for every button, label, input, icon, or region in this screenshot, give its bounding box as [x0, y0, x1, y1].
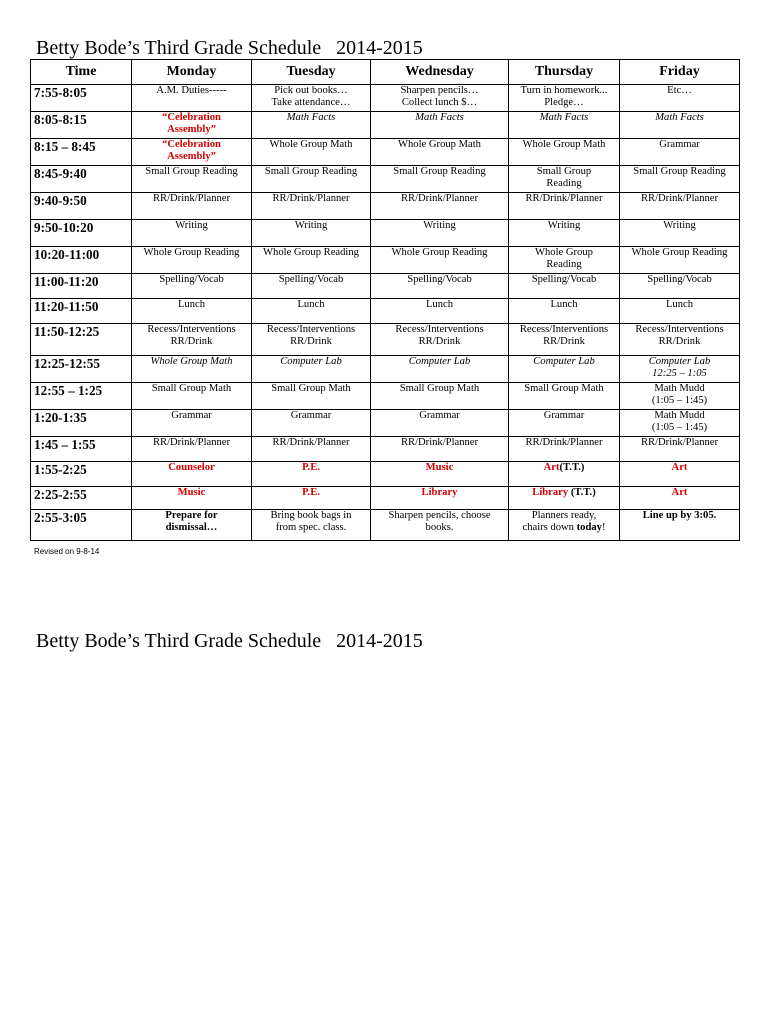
schedule-cell-monday: A.M. Duties----- — [132, 85, 252, 112]
time-cell: 9:40-9:50 — [31, 193, 132, 220]
schedule-cell-friday: Etc… — [620, 85, 740, 112]
table-row — [31, 247, 740, 274]
schedule-cell-thursday: Math Facts — [509, 112, 620, 139]
schedule-cell-wednesday: RR/Drink/Planner — [371, 193, 509, 220]
schedule-cell-thursday — [509, 462, 620, 487]
time-cell: 1:45 – 1:55 — [31, 437, 132, 462]
table-row — [31, 356, 740, 383]
cell-text: Library — [532, 487, 569, 498]
cell-suffix: (T.T.) — [559, 462, 585, 473]
schedule-cell-wednesday: Whole Group Math — [371, 139, 509, 166]
schedule-cell-monday: Grammar — [132, 410, 252, 437]
schedule-cell-tuesday: Spelling/Vocab — [252, 274, 371, 299]
schedule-cell-tuesday: Pick out books… Take attendance… — [252, 85, 371, 112]
schedule-cell-wednesday: Music — [371, 462, 509, 487]
schedule-cell-wednesday: RR/Drink/Planner — [371, 437, 509, 462]
schedule-cell-thursday: Grammar — [509, 410, 620, 437]
time-cell: 9:50-10:20 — [31, 220, 132, 247]
schedule-cell-thursday: RR/Drink/Planner — [509, 437, 620, 462]
header-row — [31, 60, 740, 85]
cell-text: Art — [543, 462, 560, 473]
time-cell: 12:25-12:55 — [31, 356, 132, 383]
schedule-cell-friday: Writing — [620, 220, 740, 247]
schedule-cell-friday: Math Mudd (1:05 – 1:45) — [620, 383, 740, 410]
schedule-cell-thursday — [509, 487, 620, 510]
time-cell: 11:00-11:20 — [31, 274, 132, 299]
schedule-cell-thursday: Writing — [509, 220, 620, 247]
schedule-cell-wednesday: Sharpen pencils… Collect lunch $… — [371, 85, 509, 112]
schedule-cell-thursday: Spelling/Vocab — [509, 274, 620, 299]
time-cell: 11:50-12:25 — [31, 324, 132, 356]
schedule-cell-friday: Whole Group Reading — [620, 247, 740, 274]
cell-suffix: (T.T.) — [568, 487, 596, 498]
schedule-cell-wednesday: Computer Lab — [371, 356, 509, 383]
schedule-cell-thursday: Turn in homework... Pledge… — [509, 85, 620, 112]
schedule-cell-monday: Music — [132, 487, 252, 510]
table-row — [31, 166, 740, 193]
schedule-cell-tuesday: Bring book bags in from spec. class. — [252, 510, 371, 541]
table-row — [31, 299, 740, 324]
schedule-cell-monday: Small Group Math — [132, 383, 252, 410]
schedule-cell-monday: Prepare for dismissal… — [132, 510, 252, 541]
schedule-cell-wednesday: Spelling/Vocab — [371, 274, 509, 299]
table-row — [31, 437, 740, 462]
schedule-cell-friday: Math Facts — [620, 112, 740, 139]
schedule-cell-tuesday: Small Group Math — [252, 383, 371, 410]
table-row — [31, 462, 740, 487]
schedule-cell-thursday: RR/Drink/Planner — [509, 193, 620, 220]
schedule-cell-wednesday: Math Facts — [371, 112, 509, 139]
time-cell: 8:45-9:40 — [31, 166, 132, 193]
table-row — [31, 274, 740, 299]
time-cell: 10:20-11:00 — [31, 247, 132, 274]
schedule-cell-tuesday: RR/Drink/Planner — [252, 437, 371, 462]
time-cell: 11:20-11:50 — [31, 299, 132, 324]
schedule-cell-monday: Whole Group Math — [132, 356, 252, 383]
schedule-cell-monday: “Celebration Assembly” — [132, 112, 252, 139]
schedule-cell-tuesday: RR/Drink/Planner — [252, 193, 371, 220]
schedule-cell-thursday: Computer Lab — [509, 356, 620, 383]
cell-emphasis: today — [576, 521, 602, 533]
time-cell: 2:55-3:05 — [31, 510, 132, 541]
schedule-cell-monday: RR/Drink/Planner — [132, 437, 252, 462]
time-cell: 8:15 – 8:45 — [31, 139, 132, 166]
schedule-cell-friday: Lunch — [620, 299, 740, 324]
schedule-cell-monday: Recess/Interventions RR/Drink — [132, 324, 252, 356]
table-row — [31, 410, 740, 437]
schedule-cell-tuesday: Small Group Reading — [252, 166, 371, 193]
header-time: Time — [31, 60, 132, 85]
header-tuesday: Tuesday — [252, 60, 371, 85]
page-title-repeat: Betty Bode’s Third Grade Schedule 2014-2015 — [36, 630, 423, 652]
time-cell: 7:55-8:05 — [31, 85, 132, 112]
schedule-cell-monday: “Celebration Assembly” — [132, 139, 252, 166]
header-thursday: Thursday — [509, 60, 620, 85]
schedule-cell-friday: Small Group Reading — [620, 166, 740, 193]
schedule-cell-monday: Lunch — [132, 299, 252, 324]
table-row — [31, 487, 740, 510]
schedule-cell-friday: Spelling/Vocab — [620, 274, 740, 299]
schedule-cell-wednesday: Small Group Math — [371, 383, 509, 410]
schedule-cell-friday: Art — [620, 462, 740, 487]
schedule-cell-friday: Computer Lab 12:25 – 1:05 — [620, 356, 740, 383]
table-row — [31, 324, 740, 356]
schedule-cell-friday: Recess/Interventions RR/Drink — [620, 324, 740, 356]
time-cell: 1:20-1:35 — [31, 410, 132, 437]
schedule-cell-thursday: Small Group Reading — [509, 166, 620, 193]
schedule-cell-friday: Line up by 3:05. — [620, 510, 740, 541]
schedule-cell-wednesday: Lunch — [371, 299, 509, 324]
header-friday: Friday — [620, 60, 740, 85]
revision-note: Revised on 9-8-14 — [34, 547, 100, 556]
schedule-cell-wednesday: Writing — [371, 220, 509, 247]
time-cell: 12:55 – 1:25 — [31, 383, 132, 410]
schedule-cell-tuesday: Recess/Interventions RR/Drink — [252, 324, 371, 356]
schedule-cell-wednesday: Whole Group Reading — [371, 247, 509, 274]
schedule-cell-thursday: Lunch — [509, 299, 620, 324]
schedule-cell-tuesday: Writing — [252, 220, 371, 247]
schedule-cell-tuesday: P.E. — [252, 462, 371, 487]
schedule-cell-tuesday: Lunch — [252, 299, 371, 324]
schedule-cell-thursday: Whole Group Reading — [509, 247, 620, 274]
time-cell: 2:25-2:55 — [31, 487, 132, 510]
schedule-cell-tuesday: Computer Lab — [252, 356, 371, 383]
schedule-body — [31, 85, 740, 541]
schedule-cell-thursday: Small Group Math — [509, 383, 620, 410]
schedule-table — [30, 59, 740, 541]
schedule-cell-monday: Small Group Reading — [132, 166, 252, 193]
schedule-cell-tuesday: Grammar — [252, 410, 371, 437]
table-row — [31, 193, 740, 220]
schedule-cell-tuesday: Math Facts — [252, 112, 371, 139]
schedule-cell-wednesday: Library — [371, 487, 509, 510]
table-row — [31, 139, 740, 166]
time-cell: 1:55-2:25 — [31, 462, 132, 487]
schedule-cell-wednesday: Sharpen pencils, choose books. — [371, 510, 509, 541]
table-row — [31, 383, 740, 410]
schedule-cell-friday: Grammar — [620, 139, 740, 166]
schedule-cell-thursday: Whole Group Math — [509, 139, 620, 166]
schedule-cell-friday: Art — [620, 487, 740, 510]
schedule-cell-tuesday: Whole Group Reading — [252, 247, 371, 274]
schedule-cell-friday: RR/Drink/Planner — [620, 193, 740, 220]
cell-tail: ! — [601, 521, 606, 533]
table-row — [31, 510, 740, 541]
table-row — [31, 112, 740, 139]
table-row — [31, 220, 740, 247]
schedule-cell-monday: Counselor — [132, 462, 252, 487]
page-title: Betty Bode’s Third Grade Schedule 2014-2015 — [36, 37, 423, 59]
schedule-cell-thursday — [509, 510, 620, 541]
table-row — [31, 85, 740, 112]
schedule-cell-monday: Whole Group Reading — [132, 247, 252, 274]
schedule-cell-friday: RR/Drink/Planner — [620, 437, 740, 462]
schedule-cell-tuesday: P.E. — [252, 487, 371, 510]
time-cell: 8:05-8:15 — [31, 112, 132, 139]
schedule-cell-monday: RR/Drink/Planner — [132, 193, 252, 220]
schedule-cell-monday: Spelling/Vocab — [132, 274, 252, 299]
header-wednesday: Wednesday — [371, 60, 509, 85]
schedule-cell-tuesday: Whole Group Math — [252, 139, 371, 166]
schedule-cell-wednesday: Small Group Reading — [371, 166, 509, 193]
header-monday: Monday — [132, 60, 252, 85]
schedule-cell-wednesday: Recess/Interventions RR/Drink — [371, 324, 509, 356]
schedule-cell-friday: Math Mudd (1:05 – 1:45) — [620, 410, 740, 437]
cell-text: Planners ready, chairs down — [522, 510, 597, 533]
schedule-cell-wednesday: Grammar — [371, 410, 509, 437]
schedule-cell-thursday: Recess/Interventions RR/Drink — [509, 324, 620, 356]
schedule-cell-monday: Writing — [132, 220, 252, 247]
